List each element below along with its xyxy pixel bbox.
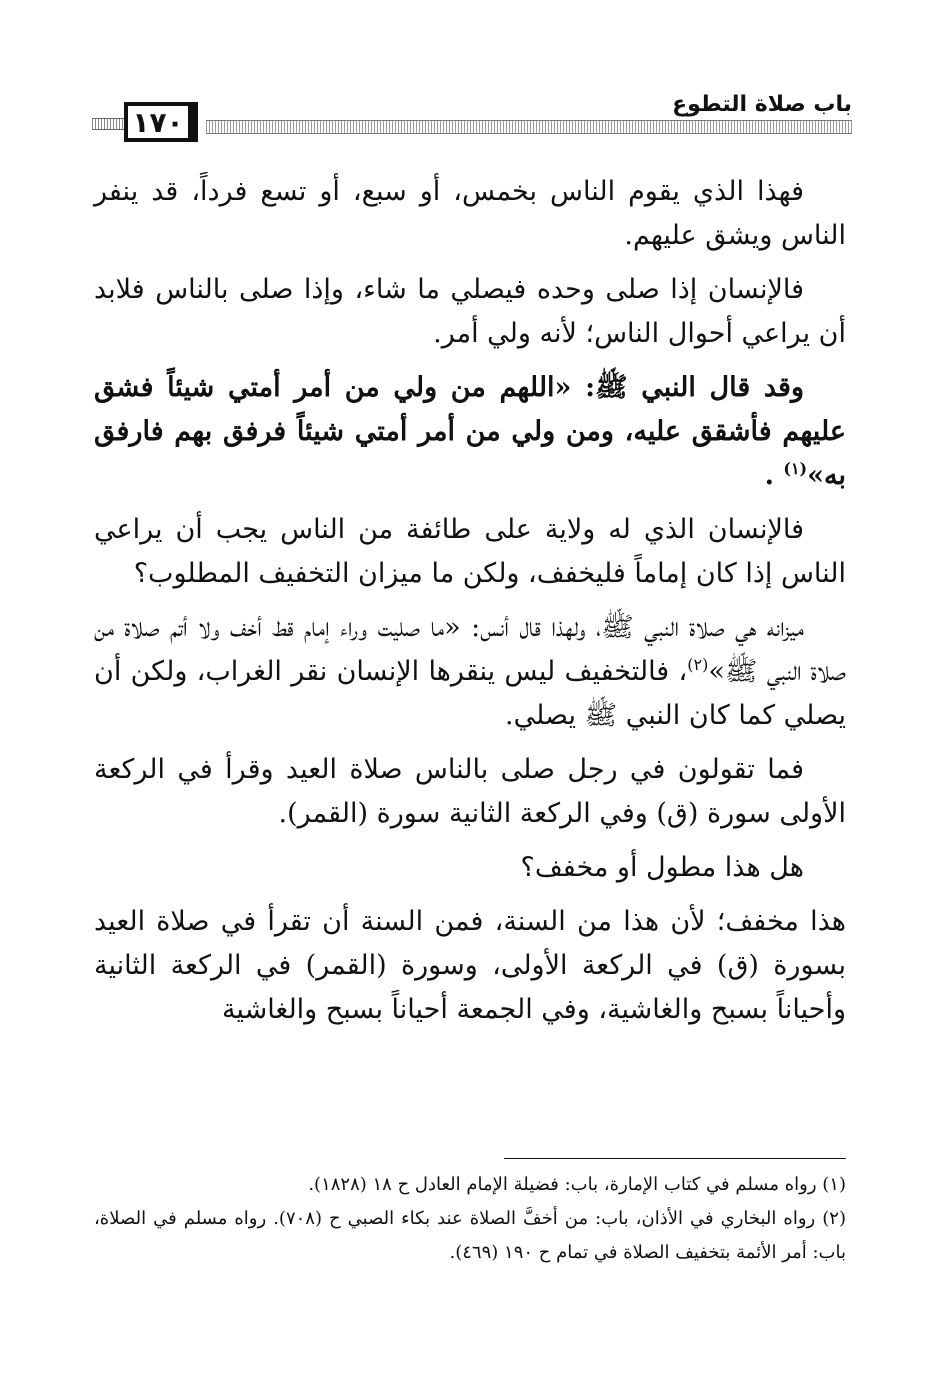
footnote-2: (٢) رواه البخاري في الأذان، باب: من أخفَّ الصلاة عند بكاء الصبي ح (٧٠٨). رواه مسلم في الصلاة، باب: أمر الأئمة بتخفيف الصلاة في تمام ح ١٩٠ (٤٦٩). — [94, 1208, 846, 1263]
header-left-strip — [92, 118, 126, 130]
trailing-period: . — [764, 460, 774, 491]
paragraph-2: فالإنسان إذا صلى وحده فيصلي ما شاء، وإذا صلى بالناس فلابد أن يراعي أحوال الناس؛ لأنه ولي أمر. — [94, 274, 846, 349]
paragraph-6: فما تقولون في رجل صلى بالناس صلاة العيد وقرأ في الركعة الأولى سورة (ق) وفي الركعة الثانية سورة (القمر). — [94, 754, 846, 829]
paragraph-8: هذا مخفف؛ لأن هذا من السنة، فمن السنة أن تقرأ في صلاة العيد بسورة (ق) في الركعة الأولى، وسورة (القمر) في الركعة الثانية وأحياناً بسبح والغاشية، وفي الجمعة أحياناً بسبح والغاشية — [94, 906, 846, 1025]
paragraph-3 — [94, 366, 846, 498]
footnote-separator — [504, 1158, 846, 1159]
paragraph-7: هل هذا مطول أو مخفف؟ — [520, 852, 804, 883]
paragraph-4: فالإنسان الذي له ولاية على طائفة من الناس يجب أن يراعي الناس إذا كان إماماً فليخفف، ولكن ما ميزان التخفيف المطلوب؟ — [94, 514, 846, 589]
footnote-ref-1: (١) — [783, 459, 808, 478]
page-number: ١٧٠ — [124, 102, 198, 142]
header-rule-band — [206, 120, 852, 134]
anas-hadith: ميزانه هي صلاة النبي ﷺ، ولهذا قال أنس: «ما صليت وراء إمام قط أخف ولا أتم صلاة من صلاة النبي ﷺ» — [94, 612, 846, 687]
paragraph-1: فهذا الذي يقوم الناس بخمس، أو سبع، أو تسع فرداً، قد ينفر الناس ويشق عليهم. — [94, 176, 846, 251]
main-text — [94, 170, 846, 1042]
hadith-text: وقد قال النبي ﷺ: «اللهم من ولي من أمر أمتي شيئاً فشق عليهم فأشقق عليه، ومن ولي من أمر أمتي شيئاً فرفق بهم فارفق به» — [94, 372, 846, 491]
footnote-ref-2: (٢) — [687, 655, 709, 674]
anas-hadith-cont: ، فالتخفيف ليس ينقرها الإنسان نقر الغراب، ولكن أن يصلي كما كان النبي ﷺ يصلي. — [94, 656, 846, 731]
footnotes — [94, 1168, 846, 1270]
footnote-1: (١) رواه مسلم في كتاب الإمارة، باب: فضيلة الإمام العادل ح ١٨ (١٨٢٨). — [308, 1174, 846, 1195]
chapter-title: باب صلاة التطوع — [672, 92, 852, 117]
page-header — [92, 92, 852, 152]
paragraph-5 — [94, 606, 846, 738]
